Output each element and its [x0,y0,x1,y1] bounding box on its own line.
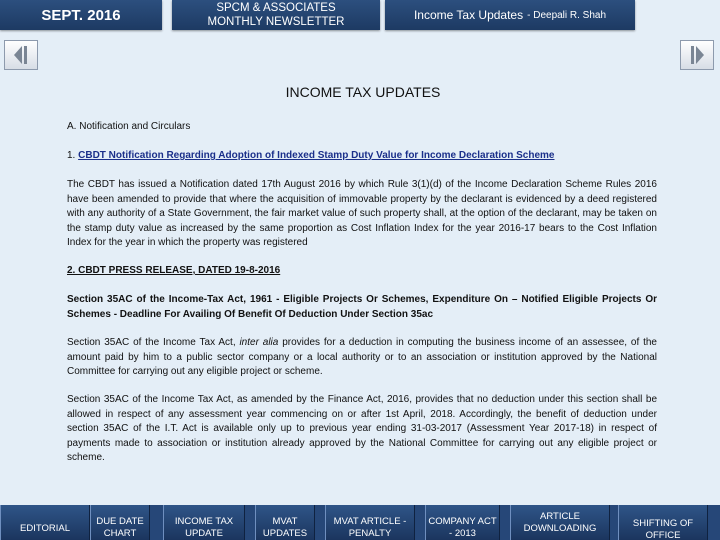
topic-title: Income Tax Updates [413,8,524,22]
item-1 [67,149,657,164]
arrow-right-icon [681,41,713,69]
footer-label: DUE DATE CHART [96,516,144,539]
section-35ac-heading: Section 35AC of the Income-Tax Act, 1961 - Eligible Projects Or Schemes, Expenditure On – Notified Eligible Projects Or Schemes - Deadline For Availing Of Benefit Of Deduction Under Section 35ac [67,294,657,320]
footer-income-tax-button[interactable] [163,505,245,540]
page-title: INCOME TAX UPDATES [285,84,441,100]
firm-title [172,0,380,30]
footer-label: EDITORIAL [20,523,70,534]
notification-paragraph: The CBDT has issued a Notification dated 17th August 2016 by which Rule 3(1)(d) of the Income Declaration Scheme Rules 2016 have been amended to provide that where the acquisition of immovable property by the declarant is evidenced by a deed registered with any authority of a State Government, the fair market value of such property shall, at the option of the declarant, may be taken on the stamp duty value as increased by the same proportion as Cost Inflation Index for the year 2016-17 bears to the Cost Inflation Index for the year in which the property was registered [67,179,657,248]
footer-label: INCOME TAX UPDATE [174,516,234,539]
next-page-button[interactable] [680,40,714,70]
newsletter-date: SEPT. 2016 [0,0,162,30]
arrow-left-icon [5,41,37,69]
firm-name: SPCM & ASSOCIATES [216,2,336,14]
footer-label: MVAT UPDATES [262,516,308,539]
cbdt-notification-link[interactable]: CBDT Notification Regarding Adoption of Indexed Stamp Duty Value for Income Declaration Scheme [78,150,555,161]
para-2-start: Section 35AC of the Income Tax Act, [67,337,236,348]
topic-header [385,0,635,30]
topic-author: - Deepali R. Shah [527,9,607,21]
footer-shifting-button[interactable] [618,505,708,540]
press-release-heading: 2. CBDT PRESS RELEASE, DATED 19-8-2016 [67,265,281,276]
footer-nav [0,505,720,540]
footer-mvat-updates-button[interactable] [255,505,315,540]
section-heading-a: A. Notification and Circulars [67,121,191,132]
para-2-end: provides for a deduction in computing the business income of an assessee, of the amount paid by him to a public sector company or a local authority or to an association or institution approved by the National Committee for carrying out any eligible project or scheme. [67,337,657,377]
footer-label: ARTICLE DOWNLOADING [523,511,597,534]
para-2-italic: inter alia [239,337,279,348]
section-35ac-paragraph [67,336,657,380]
footer-mvat-article-button[interactable] [325,505,415,540]
item-1-number: 1. [67,150,76,161]
footer-due-date-button[interactable] [90,505,150,540]
amendment-paragraph: Section 35AC of the Income Tax Act, as amended by the Finance Act, 2016, provides that no deduction under this section shall be allowed in respect of any assessment year commencing on or after 1st April, 2018. Accordingly, the benefit of deduction under section 35AC of the I.T. Act is available only up to previous year ending 31-03-2017 (Assessment Year 2017-18) in respect of payments made to association or institution already approved by the National Committee for carrying out any eligible project or scheme. [67,394,657,463]
footer-label: MVAT ARTICLE - PENALTY [333,516,407,539]
footer-label: COMPANY ACT - 2013 [428,516,497,539]
footer-article-button[interactable] [510,505,610,540]
footer-editorial-button[interactable] [0,505,90,540]
footer-label: SHIFTING OF OFFICE [632,518,694,540]
footer-company-act-button[interactable] [425,505,500,540]
previous-page-button[interactable] [4,40,38,70]
newsletter-label: MONTHLY NEWSLETTER [207,16,345,28]
